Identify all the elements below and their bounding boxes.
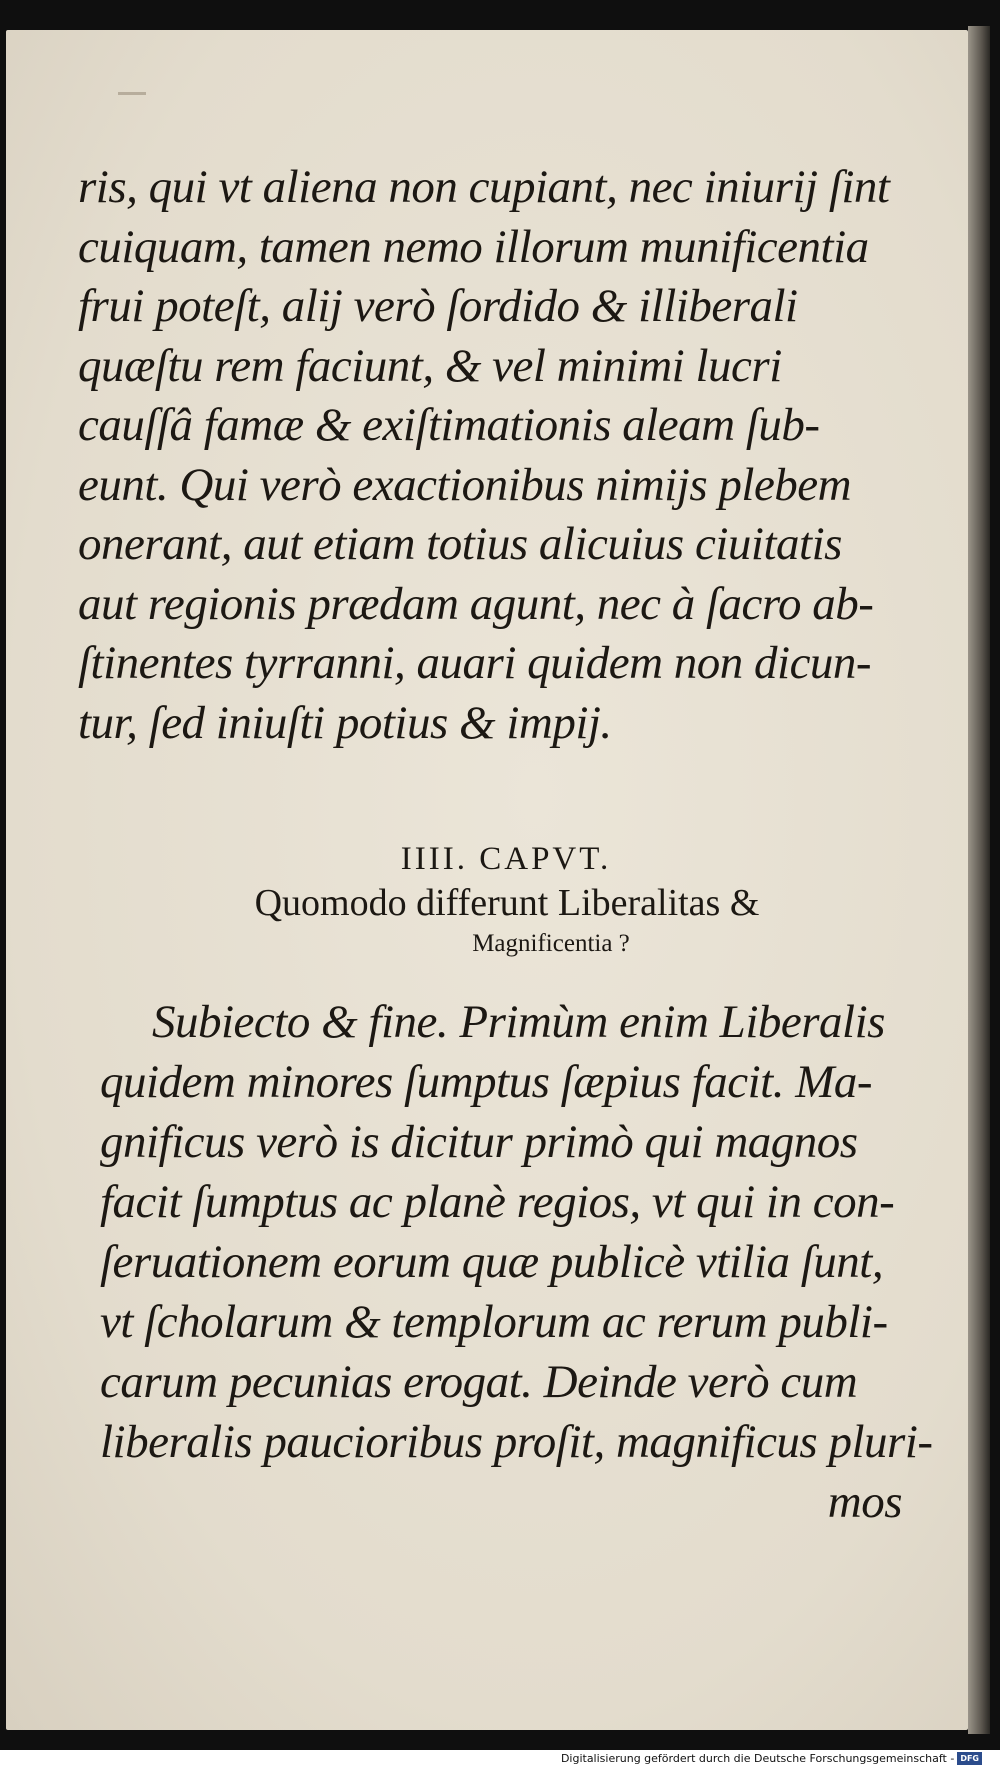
chapter-heading — [78, 838, 918, 962]
text-line: frui poteſt, alij verò ſordido & illiberali — [78, 280, 798, 332]
text-line: quæſtu rem faciunt, & vel minimi lucri — [78, 339, 782, 392]
text-line: Subiecto & fine. Primùm enim Liberalis — [152, 996, 885, 1048]
chapter-number: IIII. CAPVT. — [400, 841, 612, 877]
text-line: onerant, aut etiam totius alicuius ciuitatis — [78, 518, 842, 570]
catchword: mos — [827, 1476, 902, 1528]
text-line: tur, ſed iniuſti potius & impij. — [78, 696, 612, 749]
text-line: vt ſcholarum & templorum ac rerum publi- — [100, 1296, 888, 1348]
chapter-subtitle: Magnificentia ? — [472, 930, 630, 957]
text-line: aut regionis prædam agunt, nec à ſacro ab- — [78, 577, 874, 630]
text-line: cauſſâ famæ & exiſtimationis aleam ſub- — [78, 399, 820, 451]
text-block-2 — [100, 992, 950, 1532]
text-line: carum pecunias erogat. Deinde verò cum — [100, 1356, 858, 1408]
book-edge — [968, 26, 990, 1734]
text-line: ſeruationem eorum quæ publicè vtilia ſunt, — [100, 1236, 884, 1288]
chapter-title: Quomodo differunt Liberalitas & — [254, 882, 760, 924]
dfg-logo-icon: DFG — [957, 1752, 982, 1765]
text-line: ris, qui vt aliena non cupiant, nec iniurij ſint — [78, 161, 890, 213]
text-line: quidem minores ſumptus ſæpius facit. Ma- — [100, 1056, 873, 1108]
digitization-credit — [561, 1752, 982, 1765]
text-line: ſtinentes tyrranni, auari quidem non dicun- — [78, 637, 872, 689]
credit-text: Digitalisierung gefördert durch die Deutsche Forschungsgemeinschaft - — [560, 1752, 955, 1765]
text-line: liberalis paucioribus proſit, magnificus pluri- — [100, 1416, 933, 1468]
text-line: gnificus verò is dicitur primò qui magnos — [100, 1116, 858, 1168]
text-block-1 — [78, 158, 938, 753]
text-line: eunt. Qui verò exactionibus nimijs plebem — [78, 458, 852, 511]
page-mark — [118, 92, 146, 95]
text-line: cuiquam, tamen nemo illorum munificentia — [78, 220, 869, 273]
text-line: facit ſumptus ac planè regios, vt qui in con- — [100, 1176, 895, 1228]
book-page — [6, 30, 968, 1730]
